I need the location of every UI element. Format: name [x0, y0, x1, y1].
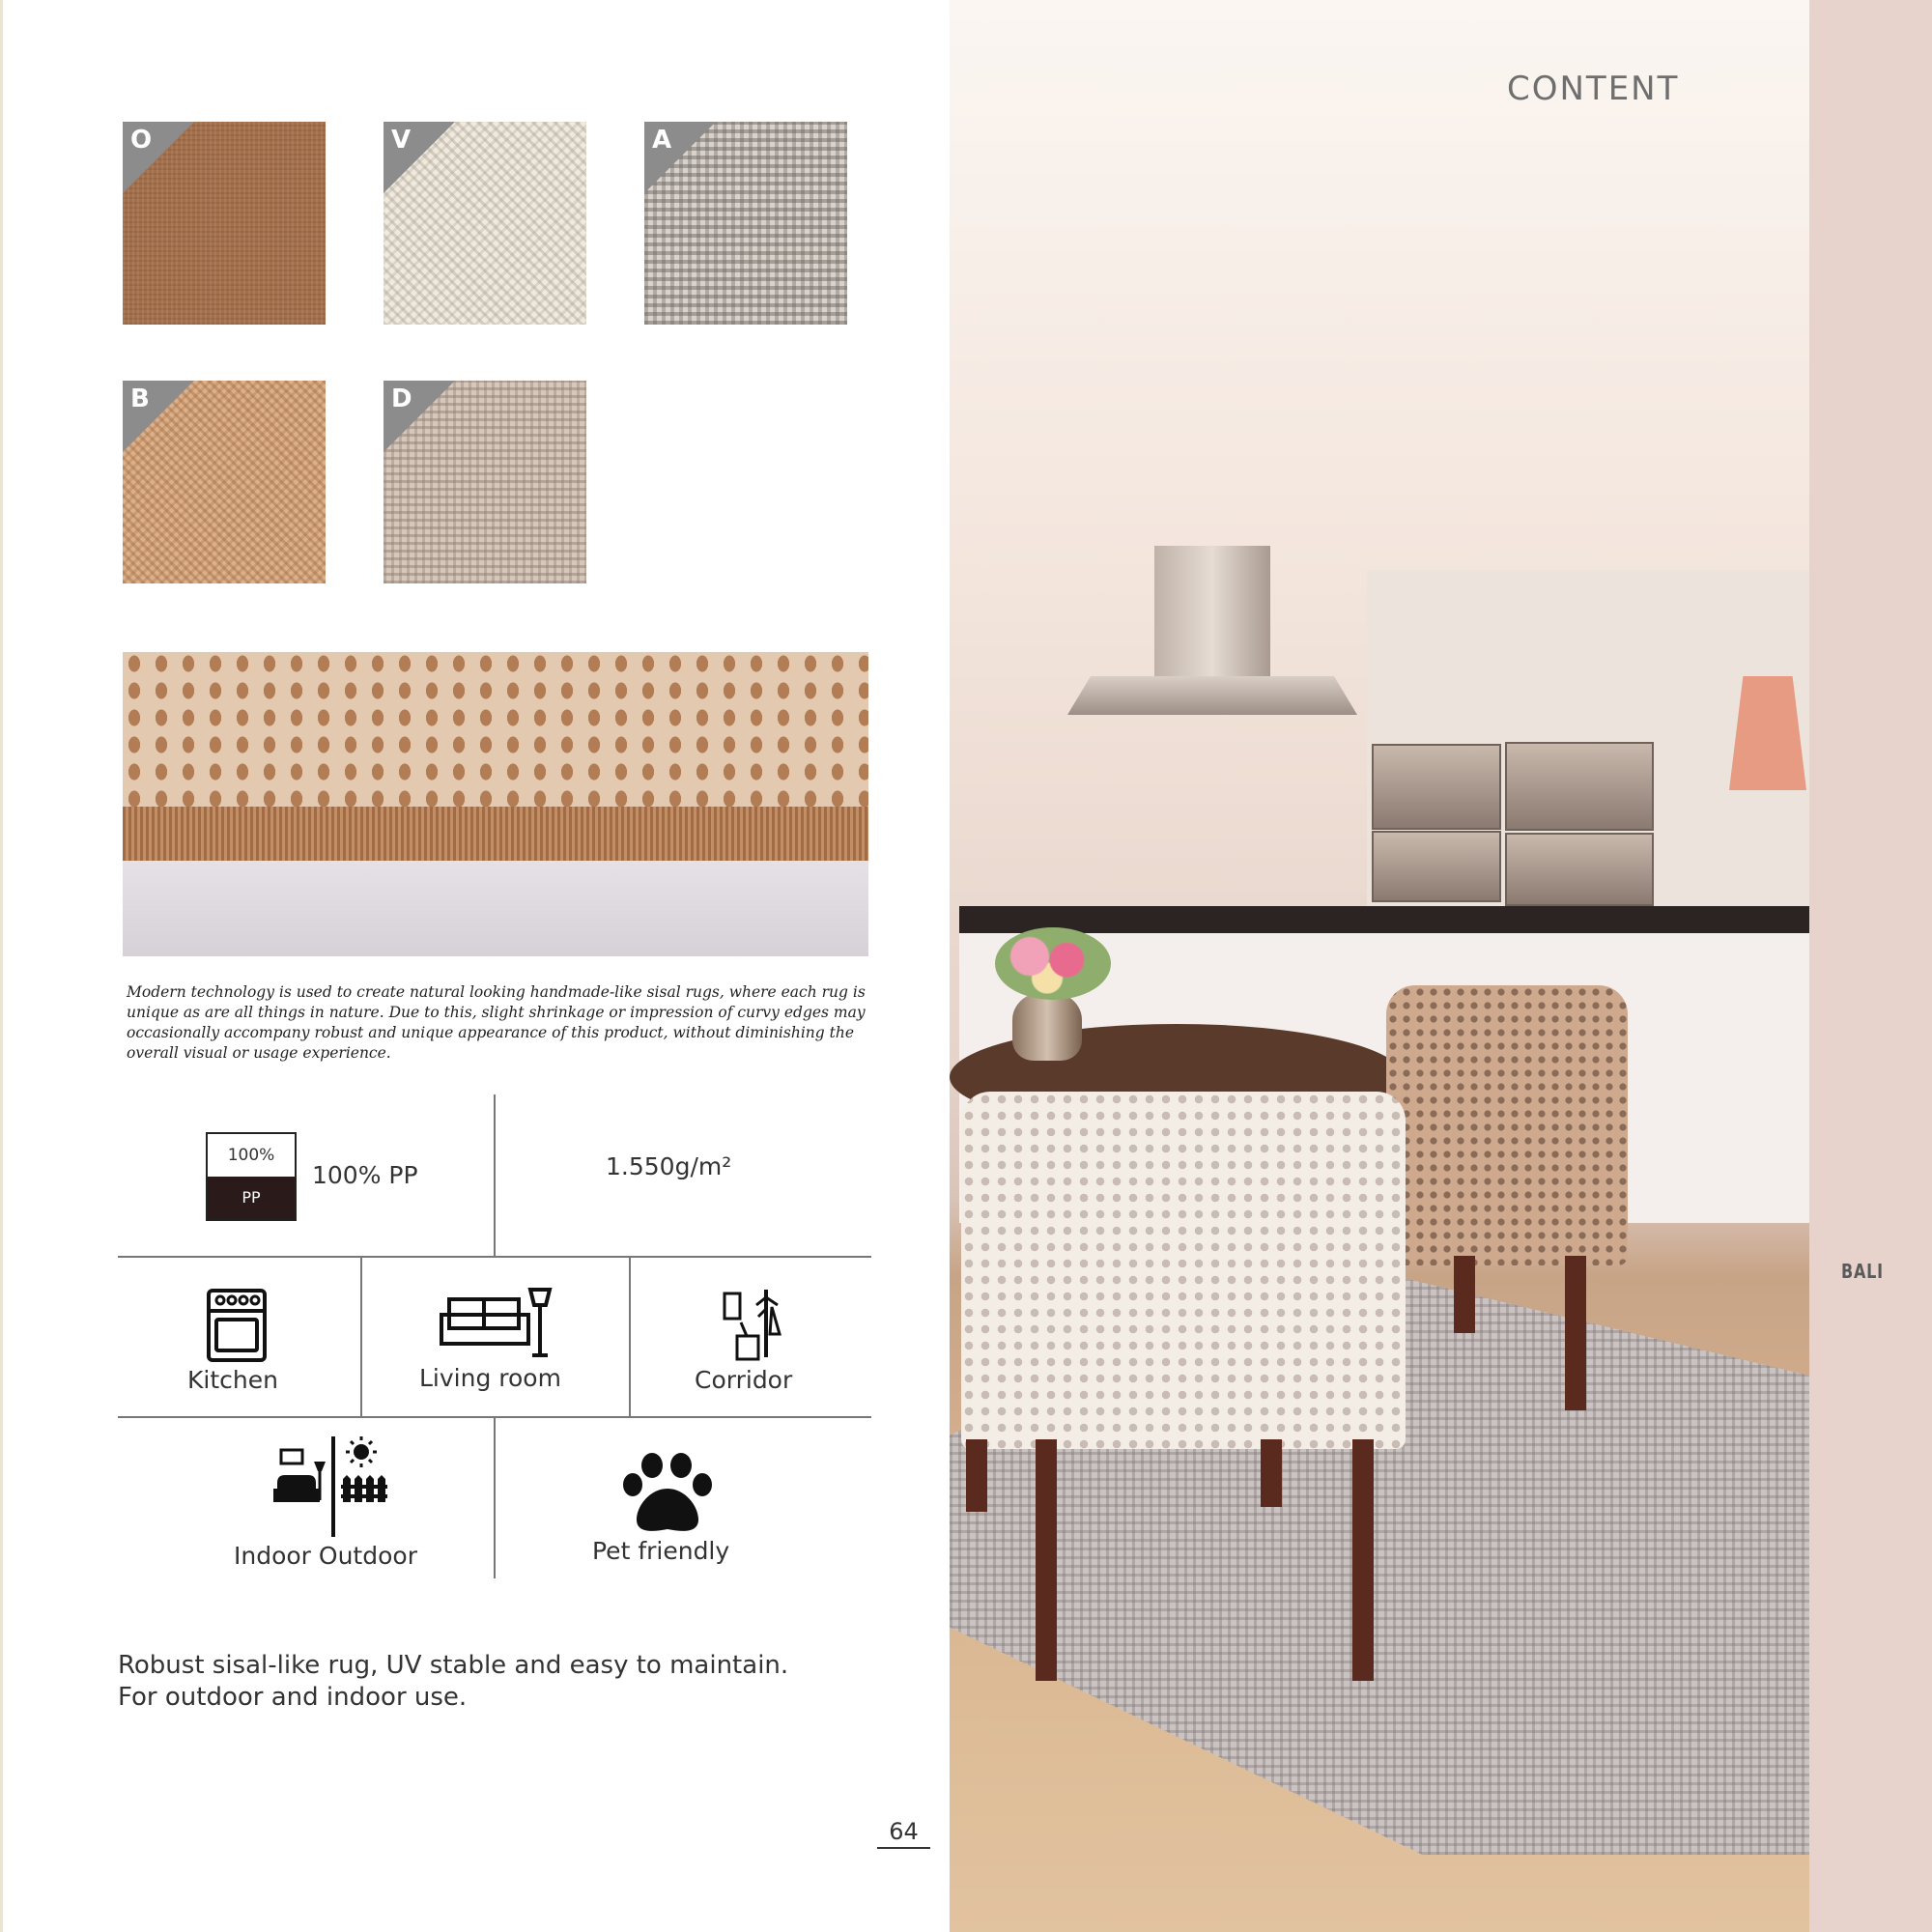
oven: [1505, 833, 1654, 906]
side-title: CONTENT: [1507, 70, 1680, 108]
swatch-d[interactable]: [384, 381, 586, 583]
floor-surface: [123, 861, 868, 956]
material-label: 100% PP: [312, 1161, 418, 1189]
rug-edge-photo: [123, 652, 868, 956]
divider: [494, 1416, 496, 1578]
vase: [1012, 993, 1082, 1061]
room-label-corridor: Corridor: [695, 1366, 793, 1394]
tagline-line: Robust sisal-like rug, UV stable and easy to maintain.: [118, 1651, 789, 1680]
divider: [118, 1256, 871, 1258]
side-band-notch: [1809, 1319, 1932, 1377]
flower-bouquet: [995, 927, 1111, 1000]
swatch-letter: B: [130, 384, 150, 413]
divider: [629, 1256, 631, 1418]
swatch-o[interactable]: [123, 122, 326, 325]
swatch-letter: D: [391, 384, 412, 413]
page-edge: [0, 0, 3, 1932]
armchair-front: [961, 1092, 1406, 1449]
chair-leg: [1565, 1256, 1586, 1410]
swatch-letter: V: [391, 126, 412, 155]
material-badge-top: 100%: [227, 1146, 275, 1165]
coat-rack-icon: [722, 1288, 789, 1361]
oven: [1372, 744, 1501, 830]
divider: [494, 1094, 496, 1257]
swatch-v[interactable]: [384, 122, 586, 325]
divider: [360, 1256, 362, 1418]
feature-label-indoor-outdoor: Indoor Outdoor: [234, 1542, 417, 1570]
rug-edge-binding: [123, 807, 868, 861]
rug-weave-texture: [123, 652, 868, 816]
side-band: [1809, 0, 1932, 1932]
stove-icon: [206, 1288, 268, 1363]
room-label-living-room: Living room: [419, 1364, 561, 1392]
collection-name: BALI: [1841, 1260, 1884, 1283]
indoor-outdoor-icon: [273, 1433, 391, 1541]
disclaimer-text: Modern technology is used to create natural looking handmade-like sisal rugs, where each rug is unique as are all things in nature. Due to this, slight shrinkage or impression of curvy edges may occasionally accompany robust and unique appearance of this product, without diminishing the overall visual or usage experience.: [127, 983, 866, 1062]
chair-leg: [1261, 1439, 1282, 1507]
chair-leg: [966, 1439, 987, 1512]
kitchen-counter: [959, 906, 1809, 933]
sofa-lamp-icon: [440, 1288, 554, 1359]
swatch-letter: O: [130, 126, 153, 155]
swatch-a[interactable]: [644, 122, 847, 325]
chair-leg: [1454, 1256, 1475, 1333]
material-badge: [206, 1132, 297, 1221]
tagline-line: For outdoor and indoor use.: [118, 1683, 468, 1712]
range-hood-base: [1067, 676, 1357, 715]
swatch-b[interactable]: [123, 381, 326, 583]
material-badge-bottom: PP: [208, 1177, 295, 1219]
oven: [1372, 831, 1501, 902]
oven: [1505, 742, 1654, 831]
feature-label-pet-friendly: Pet friendly: [592, 1537, 730, 1565]
chair-leg: [1036, 1439, 1057, 1681]
chair-leg: [1352, 1439, 1374, 1681]
page-number: 64: [877, 1818, 930, 1849]
room-label-kitchen: Kitchen: [187, 1366, 278, 1394]
weight-label: 1.550g/m²: [606, 1152, 732, 1180]
armchair-back: [1386, 985, 1628, 1265]
swatch-letter: A: [652, 126, 672, 155]
product-tagline: [118, 1650, 871, 1714]
paw-icon: [621, 1452, 714, 1535]
range-hood: [1154, 546, 1270, 676]
